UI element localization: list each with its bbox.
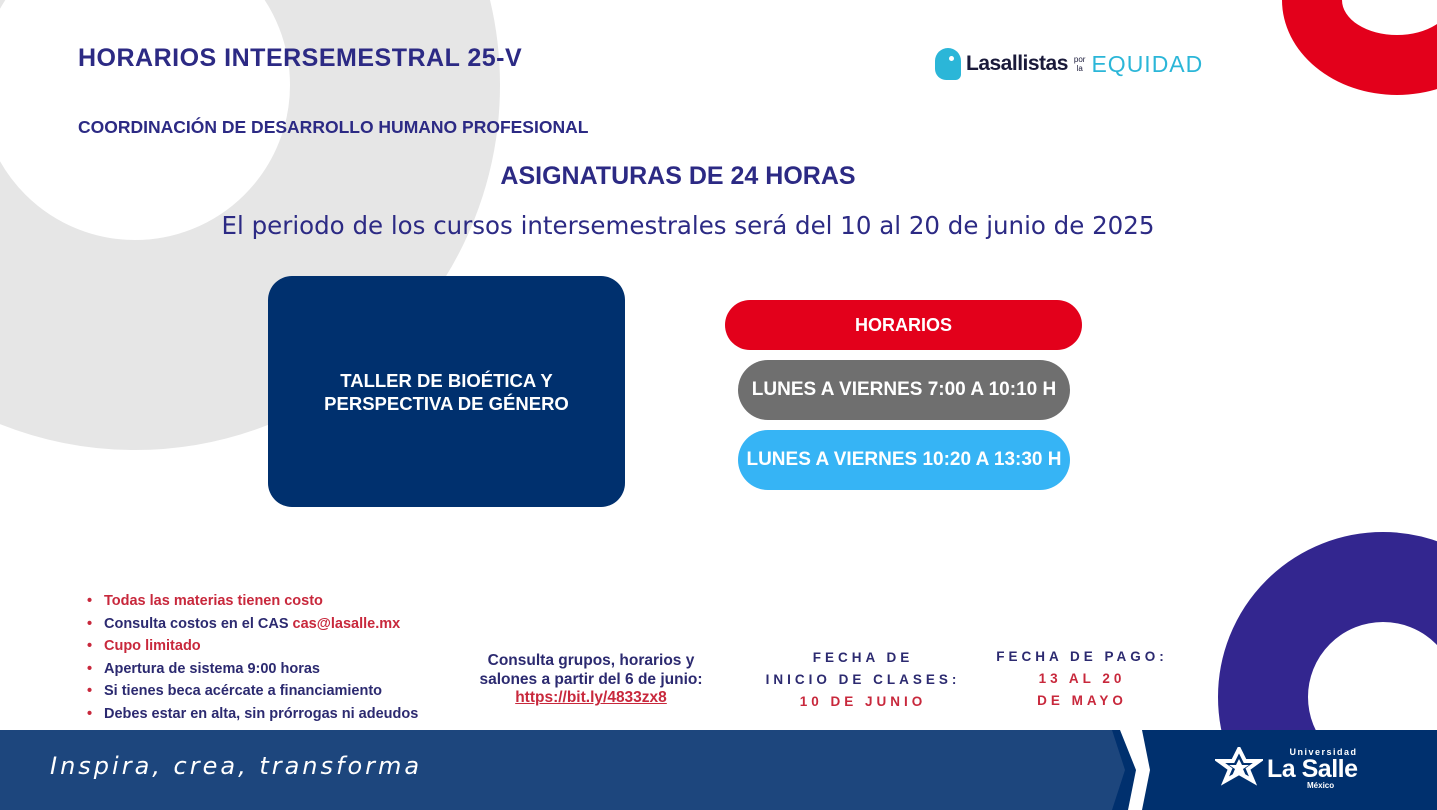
note-item bbox=[87, 658, 418, 681]
fecha-inicio-value: 10 DE JUNIO bbox=[799, 694, 927, 709]
note-text: Consulta costos en el CAS bbox=[104, 615, 293, 632]
page-subtitle: COORDINACIÓN DE DESARROLLO HUMANO PROFESIONAL bbox=[78, 117, 589, 137]
course-card bbox=[268, 276, 625, 507]
schedule-slot-2-text: LUNES A VIERNES 10:20 A 13:30 H bbox=[746, 449, 1062, 470]
logo-por-la bbox=[1074, 55, 1086, 73]
note-text: Debes estar en alta, sin prórrogas ni adeudos bbox=[104, 705, 419, 722]
fecha-pago-value1: 13 AL 20 bbox=[1038, 671, 1126, 686]
cas-email-link[interactable]: cas@lasalle.mx bbox=[292, 615, 401, 632]
note-text: Apertura de sistema 9:00 horas bbox=[104, 660, 320, 677]
note-item bbox=[87, 590, 418, 613]
note-item bbox=[87, 703, 418, 726]
horarios-text: HORARIOS bbox=[854, 314, 952, 335]
lasalle-name: La Salle bbox=[1267, 755, 1358, 783]
logo-por: por bbox=[1073, 55, 1086, 64]
course-name: TALLER DE BIOÉTICA Y PERSPECTIVA DE GÉNERO bbox=[324, 369, 569, 414]
page-title: HORARIOS INTERSEMESTRAL 25-V bbox=[78, 44, 523, 72]
decorative-red-ring bbox=[1282, 0, 1437, 95]
fecha-inicio-line1: FECHA DE bbox=[812, 650, 914, 665]
note-item bbox=[87, 613, 418, 636]
lasalle-wordmark bbox=[1267, 748, 1358, 790]
lasalle-logo bbox=[1215, 743, 1358, 795]
note-item bbox=[87, 635, 418, 658]
schedule-slot-2 bbox=[738, 430, 1070, 490]
fecha-pago-block bbox=[982, 646, 1182, 712]
fecha-inicio-block bbox=[748, 647, 978, 713]
notes-list bbox=[87, 590, 418, 726]
logo-word: Lasallistas bbox=[966, 52, 1068, 75]
horarios-label bbox=[725, 300, 1082, 350]
lasalle-country: México bbox=[1307, 781, 1335, 790]
note-text: Todas las materias tienen costo bbox=[104, 593, 323, 609]
note-text: Si tienes beca acércate a financiamiento bbox=[104, 683, 383, 700]
logo-equidad: EQUIDAD bbox=[1091, 50, 1204, 77]
slogan: Inspira, crea, transforma bbox=[50, 752, 423, 780]
logo-la: la bbox=[1076, 64, 1083, 73]
note-text: Cupo limitado bbox=[104, 638, 201, 655]
period-text: El periodo de los cursos intersemestrales será del 10 al 20 de junio de 2025 bbox=[221, 211, 1155, 240]
consulta-block bbox=[458, 652, 724, 708]
section-heading: ASIGNATURAS DE 24 HORAS bbox=[500, 162, 856, 190]
head-profile-icon bbox=[935, 48, 961, 80]
fecha-pago-label: FECHA DE PAGO: bbox=[996, 649, 1168, 664]
fecha-pago-value2: DE MAYO bbox=[1037, 693, 1127, 708]
consulta-text: Consulta grupos, horarios y salones a partir del 6 de junio: bbox=[479, 652, 703, 688]
schedule-slot-1-text: LUNES A VIERNES 7:00 A 10:10 H bbox=[751, 379, 1057, 400]
schedule-slot-1 bbox=[738, 360, 1070, 420]
lasalle-star-icon bbox=[1215, 747, 1263, 791]
lasallistas-equidad-logo bbox=[935, 46, 1203, 82]
fecha-inicio-line2: INICIO DE CLASES: bbox=[765, 672, 961, 687]
bitly-link[interactable]: https://bit.ly/4833zx8 bbox=[515, 689, 667, 706]
lasalle-univ: Universidad bbox=[1289, 747, 1358, 757]
note-item bbox=[87, 680, 418, 703]
